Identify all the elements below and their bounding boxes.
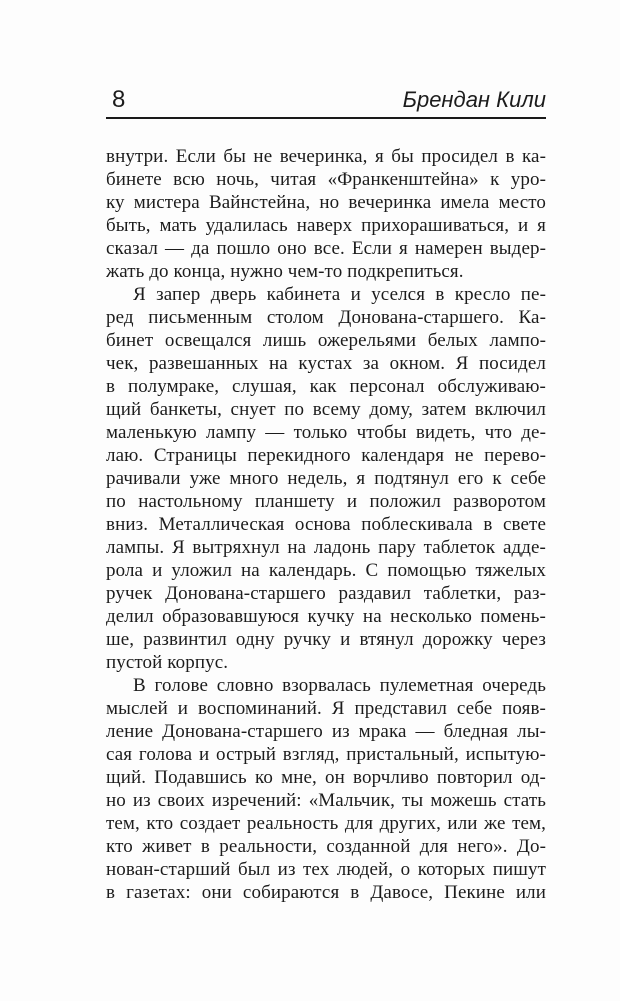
- text-line: вниз. Металлическая основа поблескивала в свете: [106, 514, 546, 535]
- text-line: лаю. Страницы перекидного календаря не перево-: [106, 445, 546, 466]
- text-line: Я запер дверь кабинета и уселся в кресло пе-: [133, 284, 546, 305]
- text-line: ление Донована-старшего из мрака — бледная лы-: [106, 721, 546, 742]
- header-rule: [106, 117, 546, 119]
- text-line: но из своих изречений: «Мальчик, ты можешь стать: [106, 790, 546, 811]
- page-number: 8: [112, 86, 126, 113]
- text-line: бинете всю ночь, читая «Франкенштейна» к уро-: [106, 169, 546, 190]
- text-line: щий банкеты, снует по всему дому, затем включил: [106, 399, 546, 420]
- running-head: Брендан Кили: [402, 87, 546, 112]
- page-header: [106, 0, 546, 119]
- text-line: ше, развинтил одну ручку и втянул дорожку через: [106, 629, 546, 650]
- text-line: бинет освещался лишь ожерельями белых лампо-: [106, 330, 546, 351]
- header-row: [106, 88, 546, 112]
- text-line: нован-старший был из тех людей, о которых пишут: [106, 859, 546, 880]
- text-line: тем, кто создает реальность для других, или же тем,: [106, 813, 546, 834]
- text-line: сая голова и острый взгляд, пристальный, испытую-: [106, 744, 546, 765]
- page-body: [106, 145, 546, 904]
- paragraph: [106, 283, 546, 674]
- text-line: ручек Донована-старшего раздавил таблетки, раз-: [106, 583, 546, 604]
- text-line: ред письменным столом Донована-старшего. Ка-: [106, 307, 546, 328]
- page-content: [106, 0, 546, 904]
- text-line: рачивали уже много недель, я подтянул его к себе: [106, 468, 546, 489]
- text-line: чек, развешанных на кустах за окном. Я посидел: [106, 353, 546, 374]
- text-line: пустой корпус.: [106, 652, 229, 673]
- text-line: щий. Подавшись ко мне, он ворчливо повторил од-: [106, 767, 546, 788]
- text-line: лампы. Я вытряхнул на ладонь пару таблеток адде-: [106, 537, 546, 558]
- text-line: маленькую лампу — только чтобы видеть, что де-: [106, 422, 546, 443]
- text-line: в полумраке, слушая, как персонал обслуживаю-: [106, 376, 546, 397]
- text-line: мыслей и воспоминаний. Я представил себе появ-: [106, 698, 546, 719]
- text-line: делил образовавшуюся кучку на несколько помень-: [106, 606, 546, 627]
- text-line: по настольному планшету и положил разворотом: [106, 491, 546, 512]
- text-line: В голове словно взорвалась пулеметная очередь: [133, 675, 546, 696]
- text-line: сказал — да пошло оно все. Если я намерен выдер-: [106, 238, 546, 259]
- text-line: рола и уложил на календарь. С помощью тяжелых: [106, 560, 546, 581]
- text-line: в газетах: они собираются в Давосе, Пекине или: [106, 882, 546, 903]
- text-line: кто живет в реальности, созданной для него». До-: [106, 836, 546, 857]
- text-line: ку мистера Вайнстейна, но вечеринка имела место: [106, 192, 546, 213]
- paragraph: [106, 674, 546, 904]
- text-line: жать до конца, нужно чем-то подкрепиться.: [106, 261, 464, 282]
- paragraph: [106, 145, 546, 283]
- text-line: быть, мать удалилась наверх прихорашиваться, и я: [106, 215, 546, 236]
- text-line: внутри. Если бы не вечеринка, я бы просидел в ка-: [106, 146, 546, 167]
